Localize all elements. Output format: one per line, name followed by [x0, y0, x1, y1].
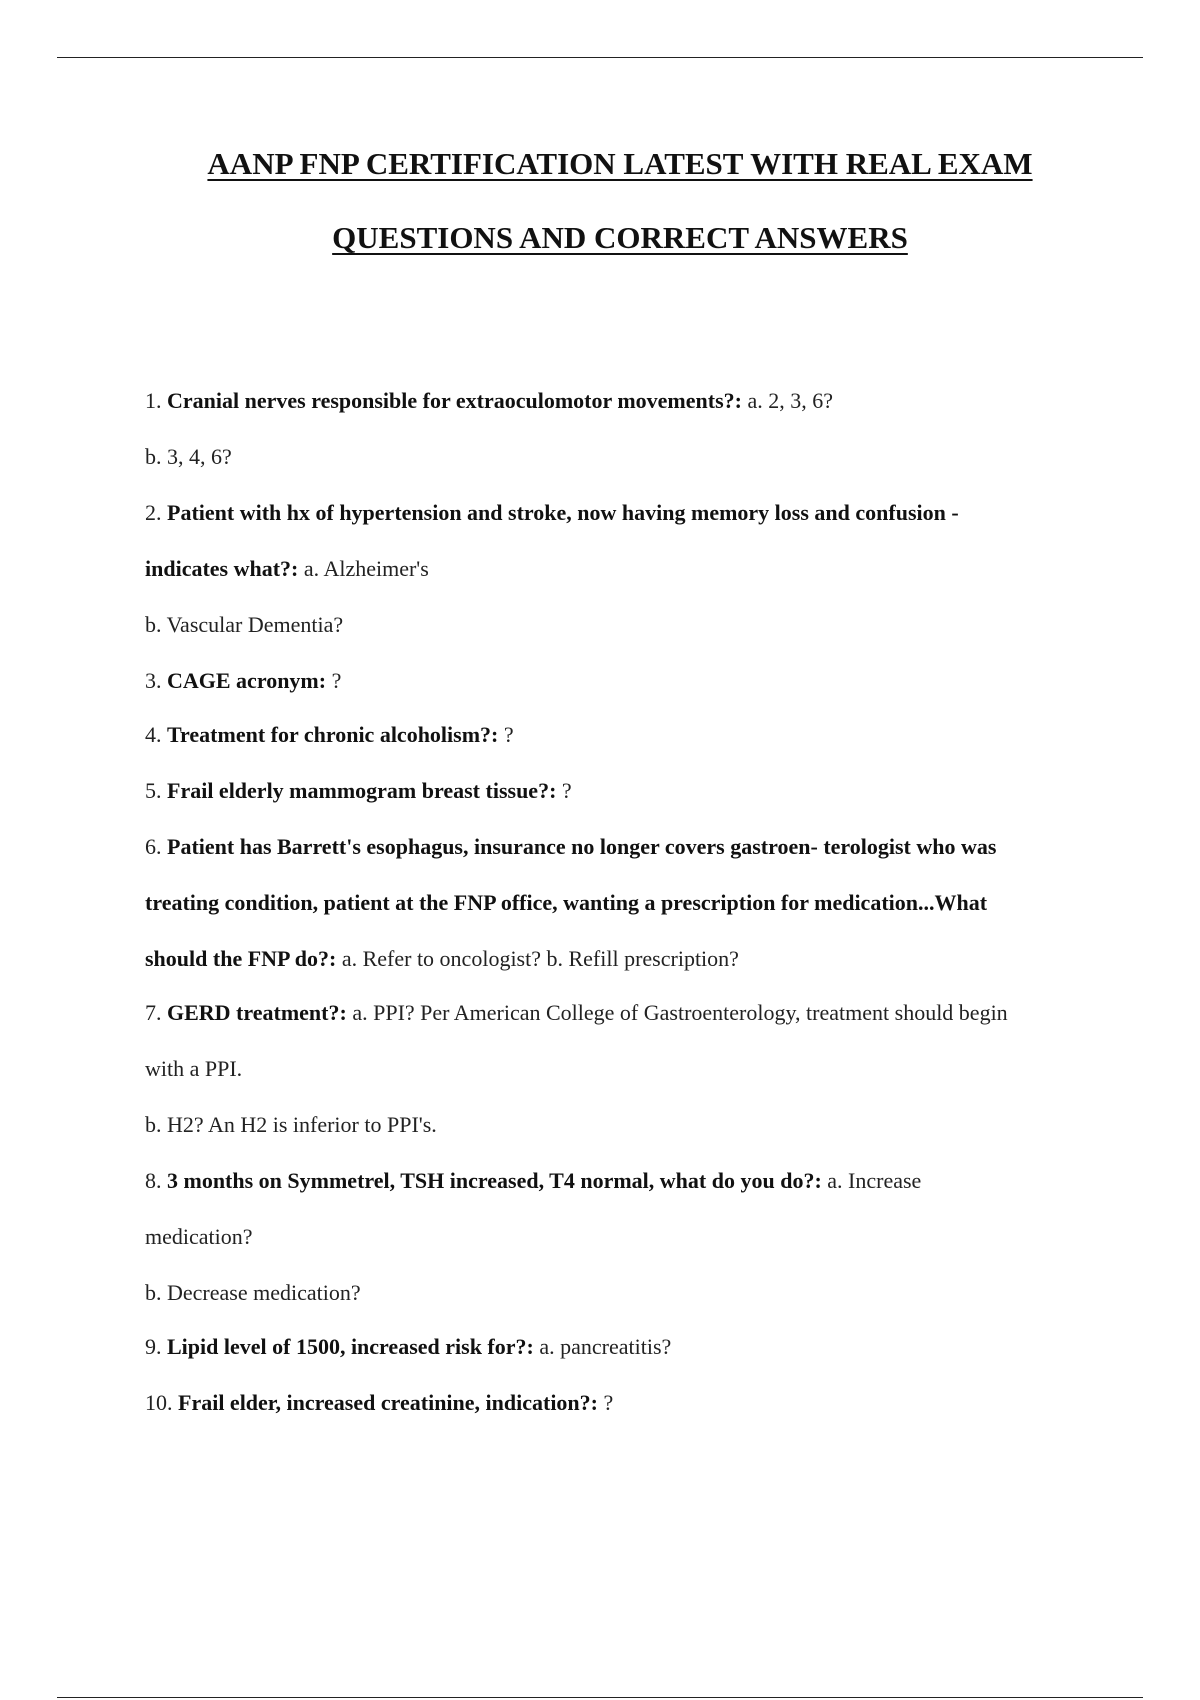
answer-line: with a PPI. — [145, 1056, 243, 1081]
answer-line: b. 3, 4, 6? — [145, 444, 232, 469]
answer-line: b. H2? An H2 is inferior to PPI's. — [145, 1112, 437, 1137]
question-9: 9. Lipid level of 1500, increased risk for?: a. pancreatitis? — [145, 1334, 672, 1359]
answer-line: medication? — [145, 1224, 253, 1249]
top-rule — [57, 57, 1143, 58]
question-7: 7. GERD treatment?: a. PPI? Per American College of Gastroenterology, treatment should begin — [145, 1000, 1008, 1025]
document-title-line-1: AANP FNP CERTIFICATION LATEST WITH REAL EXAM — [207, 146, 1033, 181]
question-6-cont: should the FNP do?: a. Refer to oncologist? b. Refill prescription? — [145, 946, 739, 971]
document-title-line-2: QUESTIONS AND CORRECT ANSWERS — [332, 220, 908, 255]
question-6: 6. Patient has Barrett's esophagus, insurance no longer covers gastroen- terologist who was — [145, 834, 997, 859]
answer-line: b. Vascular Dementia? — [145, 612, 344, 637]
question-8: 8. 3 months on Symmetrel, TSH increased, T4 normal, what do you do?: a. Increase — [145, 1168, 922, 1193]
bottom-rule — [57, 1697, 1143, 1698]
question-10: 10. Frail elder, increased creatinine, indication?: ? — [145, 1390, 614, 1415]
question-6-cont: treating condition, patient at the FNP office, wanting a prescription for medication...What — [145, 890, 988, 915]
answer-line: b. Decrease medication? — [145, 1280, 361, 1305]
question-2: 2. Patient with hx of hypertension and stroke, now having memory loss and confusion - — [145, 500, 959, 525]
question-1: 1. Cranial nerves responsible for extraoculomotor movements?: a. 2, 3, 6? — [145, 388, 833, 413]
question-4: 4. Treatment for chronic alcoholism?: ? — [145, 722, 514, 747]
question-2-cont: indicates what?: a. Alzheimer's — [145, 556, 429, 581]
question-5: 5. Frail elderly mammogram breast tissue?: ? — [145, 778, 572, 803]
question-3: 3. CAGE acronym: ? — [145, 668, 342, 693]
